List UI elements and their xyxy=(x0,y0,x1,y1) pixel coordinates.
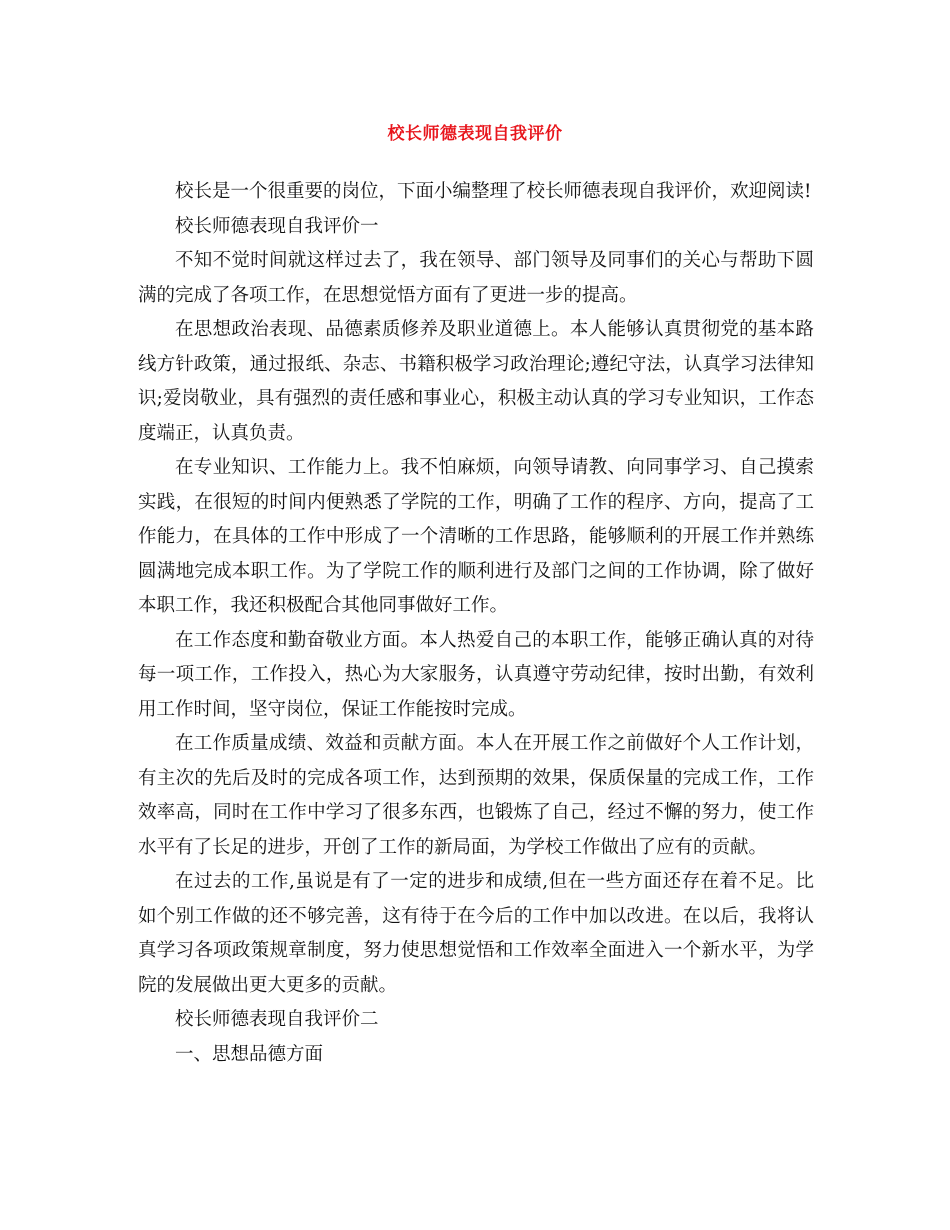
document-body xyxy=(138,175,814,1072)
document-title: 校长师德表现自我评价 xyxy=(387,124,563,144)
body-paragraph: 在工作质量成绩、效益和贡献方面。本人在开展工作之前做好个人工作计划，有主次的先后及时的完成各项工作，达到预期的效果，保质保量的完成工作，工作效率高，同时在工作中学习了很多东西，也锻炼了自己，经过不懈的努力，使工作水平有了长足的进步，开创了工作的新局面，为学校工作做出了应有的贡献。 xyxy=(138,733,814,858)
subsection-heading: 一、思想品德方面 xyxy=(175,1043,324,1065)
body-paragraph: 在工作态度和勤奋敬业方面。本人热爱自己的本职工作，能够正确认真的对待每一项工作，工作投入，热心为大家服务，认真遵守劳动纪律，按时出勤，有效利用工作时间，坚守岗位，保证工作能按时完成。 xyxy=(138,629,814,720)
body-paragraph: 在专业知识、工作能力上。我不怕麻烦，向领导请教、向同事学习、自己摸索实践，在很短的时间内便熟悉了学院的工作，明确了工作的程序、方向，提高了工作能力，在具体的工作中形成了一个清晰的工作思路，能够顺利的开展工作并熟练圆满地完成本职工作。为了学院工作的顺利进行及部门之间的工作协调，除了做好本职工作，我还积极配合其他同事做好工作。 xyxy=(138,457,814,616)
body-paragraph: 不知不觉时间就这样过去了，我在领导、部门领导及同事们的关心与帮助下圆满的完成了各项工作，在思想觉悟方面有了更进一步的提高。 xyxy=(138,250,814,306)
body-paragraph: 在过去的工作,虽说是有了一定的进步和成绩,但在一些方面还存在着不足。比如个别工作做的还不够完善，这有待于在今后的工作中加以改进。在以后，我将认真学习各项政策规章制度，努力使思想觉悟和工作效率全面进入一个新水平，为学院的发展做出更大更多的贡献。 xyxy=(138,871,814,996)
intro-paragraph: 校长是一个很重要的岗位，下面小编整理了校长师德表现自我评价，欢迎阅读! xyxy=(175,181,812,202)
section-heading-2: 校长师德表现自我评价二 xyxy=(175,1009,379,1030)
body-paragraph: 在思想政治表现、品德素质修养及职业道德上。本人能够认真贯彻党的基本路线方针政策，通过报纸、杂志、书籍积极学习政治理论;遵纪守法，认真学习法律知识;爱岗敬业，具有强烈的责任感和事业心，积极主动认真的学习专业知识，工作态度端正，认真负责。 xyxy=(138,319,814,444)
section-heading-1: 校长师德表现自我评价一 xyxy=(175,215,379,237)
